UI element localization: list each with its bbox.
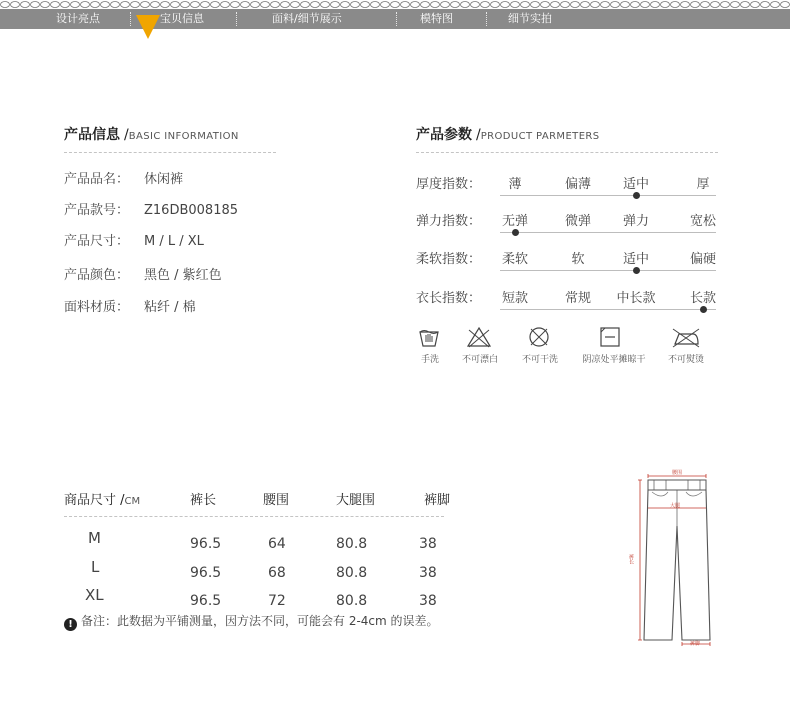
parameter-option: 适中 bbox=[622, 177, 650, 192]
parameters-title: 产品参数 bbox=[416, 127, 472, 143]
care-label-dry-flat: 阴凉处平摊晾干 bbox=[582, 355, 646, 365]
dimension-label-length: 裤长 bbox=[628, 554, 634, 564]
size-table-unit: CM bbox=[124, 496, 141, 507]
parameter-option: 柔软 bbox=[501, 252, 529, 267]
info-label: 产品颜色： bbox=[64, 268, 130, 283]
size-value-cell: 80.8 bbox=[336, 565, 368, 581]
parameter-selected-marker bbox=[633, 192, 640, 199]
care-label-no-dry-clean: 不可干洗 bbox=[521, 355, 559, 365]
parameter-option: 微弹 bbox=[564, 214, 592, 229]
info-value: 粘纤 / 棉 bbox=[144, 300, 196, 315]
parameter-option: 宽松 bbox=[689, 214, 717, 229]
size-value-cell: 68 bbox=[268, 565, 286, 581]
info-label: 产品品名： bbox=[64, 172, 130, 187]
parameter-track bbox=[500, 309, 716, 310]
size-value-cell: 80.8 bbox=[336, 536, 368, 552]
pants-measurement-diagram bbox=[628, 468, 728, 650]
column-header-hem: 裤脚 bbox=[424, 493, 451, 508]
size-value-cell: 64 bbox=[268, 536, 286, 552]
info-row-name bbox=[64, 168, 183, 187]
product-info-subtitle: BASIC INFORMATION bbox=[128, 131, 239, 142]
column-header-waist: 腰围 bbox=[263, 493, 290, 508]
no-dry-clean-icon bbox=[528, 326, 550, 348]
info-value: M / L / XL bbox=[144, 234, 204, 249]
size-table-title-text: 商品尺寸 / bbox=[64, 493, 125, 508]
parameter-selected-marker bbox=[633, 267, 640, 274]
section-divider bbox=[416, 152, 718, 153]
hand-wash-icon bbox=[418, 326, 440, 348]
parameter-option: 常规 bbox=[564, 291, 592, 306]
active-tab-pointer-icon bbox=[134, 9, 162, 41]
parameter-option: 偏薄 bbox=[564, 177, 592, 192]
info-value: 黑色 / 紫红色 bbox=[144, 268, 222, 283]
decorative-chain-border bbox=[0, 0, 790, 9]
pants-outline-icon bbox=[628, 468, 728, 650]
parameters-heading bbox=[416, 124, 600, 144]
parameter-option: 中长款 bbox=[616, 291, 656, 306]
parameter-track bbox=[500, 232, 716, 233]
parameter-option: 软 bbox=[571, 252, 585, 267]
parameter-option: 弹力 bbox=[622, 214, 650, 229]
parameter-track bbox=[500, 195, 716, 196]
nav-separator bbox=[396, 12, 397, 26]
parameter-option: 无弹 bbox=[501, 214, 529, 229]
dimension-label-thigh: 大腿 bbox=[670, 503, 681, 509]
parameter-label: 弹力指数： bbox=[416, 214, 482, 229]
size-value-cell: 38 bbox=[419, 565, 437, 581]
parameter-option: 薄 bbox=[508, 177, 522, 192]
size-value-cell: 80.8 bbox=[336, 593, 368, 609]
measurement-note-text: 备注：此数据为平铺测量，因方法不同，可能会有 2-4cm 的误差。 bbox=[81, 614, 439, 628]
info-label: 面料材质： bbox=[64, 300, 130, 315]
parameter-label: 柔软指数： bbox=[416, 252, 482, 267]
size-label: L bbox=[91, 558, 100, 576]
size-label: XL bbox=[85, 586, 104, 604]
size-table-divider bbox=[64, 516, 444, 517]
parameter-option: 厚 bbox=[696, 177, 710, 192]
info-value: 休闲裤 bbox=[144, 172, 184, 187]
info-row-sizes bbox=[64, 230, 204, 249]
top-nav-bar bbox=[0, 9, 790, 29]
info-row-colors bbox=[64, 264, 222, 283]
parameter-option: 偏硬 bbox=[689, 252, 717, 267]
no-iron-icon bbox=[671, 326, 701, 348]
nav-item-detail-photos[interactable]: 细节实拍 bbox=[508, 12, 552, 25]
parameter-selected-marker bbox=[700, 306, 707, 313]
warning-icon: ! bbox=[64, 618, 77, 631]
dimension-label-hem: 裤脚 bbox=[690, 641, 701, 647]
product-info-title: 产品信息 bbox=[64, 127, 120, 143]
dimension-label-waist: 腰围 bbox=[672, 470, 683, 476]
care-label-no-bleach: 不可漂白 bbox=[461, 355, 499, 365]
no-bleach-icon bbox=[466, 326, 492, 348]
info-row-material bbox=[64, 296, 196, 315]
info-row-style-number bbox=[64, 199, 238, 218]
parameter-option: 适中 bbox=[622, 252, 650, 267]
size-value-cell: 38 bbox=[419, 536, 437, 552]
care-label-no-iron: 不可熨烫 bbox=[667, 355, 705, 365]
parameter-label: 厚度指数： bbox=[416, 177, 482, 192]
nav-separator bbox=[130, 12, 131, 26]
size-value-cell: 38 bbox=[419, 593, 437, 609]
parameter-selected-marker bbox=[512, 229, 519, 236]
info-label: 产品尺寸： bbox=[64, 234, 130, 249]
column-header-length: 裤长 bbox=[190, 493, 217, 508]
parameter-option: 短款 bbox=[501, 291, 529, 306]
parameters-subtitle: PRODUCT PARMETERS bbox=[480, 131, 600, 142]
size-value-cell: 96.5 bbox=[190, 536, 222, 552]
section-divider bbox=[64, 152, 276, 153]
nav-item-product-info[interactable]: 宝贝信息 bbox=[160, 12, 204, 25]
info-value: Z16DB008185 bbox=[144, 203, 239, 218]
nav-item-design-highlights[interactable]: 设计亮点 bbox=[56, 12, 100, 25]
product-info-heading bbox=[64, 124, 239, 144]
column-header-thigh: 大腿围 bbox=[336, 493, 376, 508]
parameter-track bbox=[500, 270, 716, 271]
nav-separator bbox=[486, 12, 487, 26]
parameter-option: 长款 bbox=[689, 291, 717, 306]
size-label: M bbox=[88, 529, 101, 547]
size-value-cell: 72 bbox=[268, 593, 286, 609]
care-label-hand-wash: 手洗 bbox=[420, 355, 440, 365]
nav-item-model-photos[interactable]: 模特图 bbox=[420, 12, 453, 25]
nav-item-fabric-details[interactable]: 面料/细节展示 bbox=[272, 12, 342, 25]
info-label: 产品款号： bbox=[64, 203, 130, 218]
nav-separator bbox=[236, 12, 237, 26]
size-value-cell: 96.5 bbox=[190, 593, 222, 609]
parameter-label: 衣长指数： bbox=[416, 291, 482, 306]
dry-flat-in-shade-icon bbox=[599, 326, 621, 348]
measurement-note bbox=[64, 612, 439, 631]
heading-slash: / bbox=[124, 127, 129, 143]
size-value-cell: 96.5 bbox=[190, 565, 222, 581]
size-table-title bbox=[64, 489, 140, 508]
heading-slash: / bbox=[476, 127, 481, 143]
